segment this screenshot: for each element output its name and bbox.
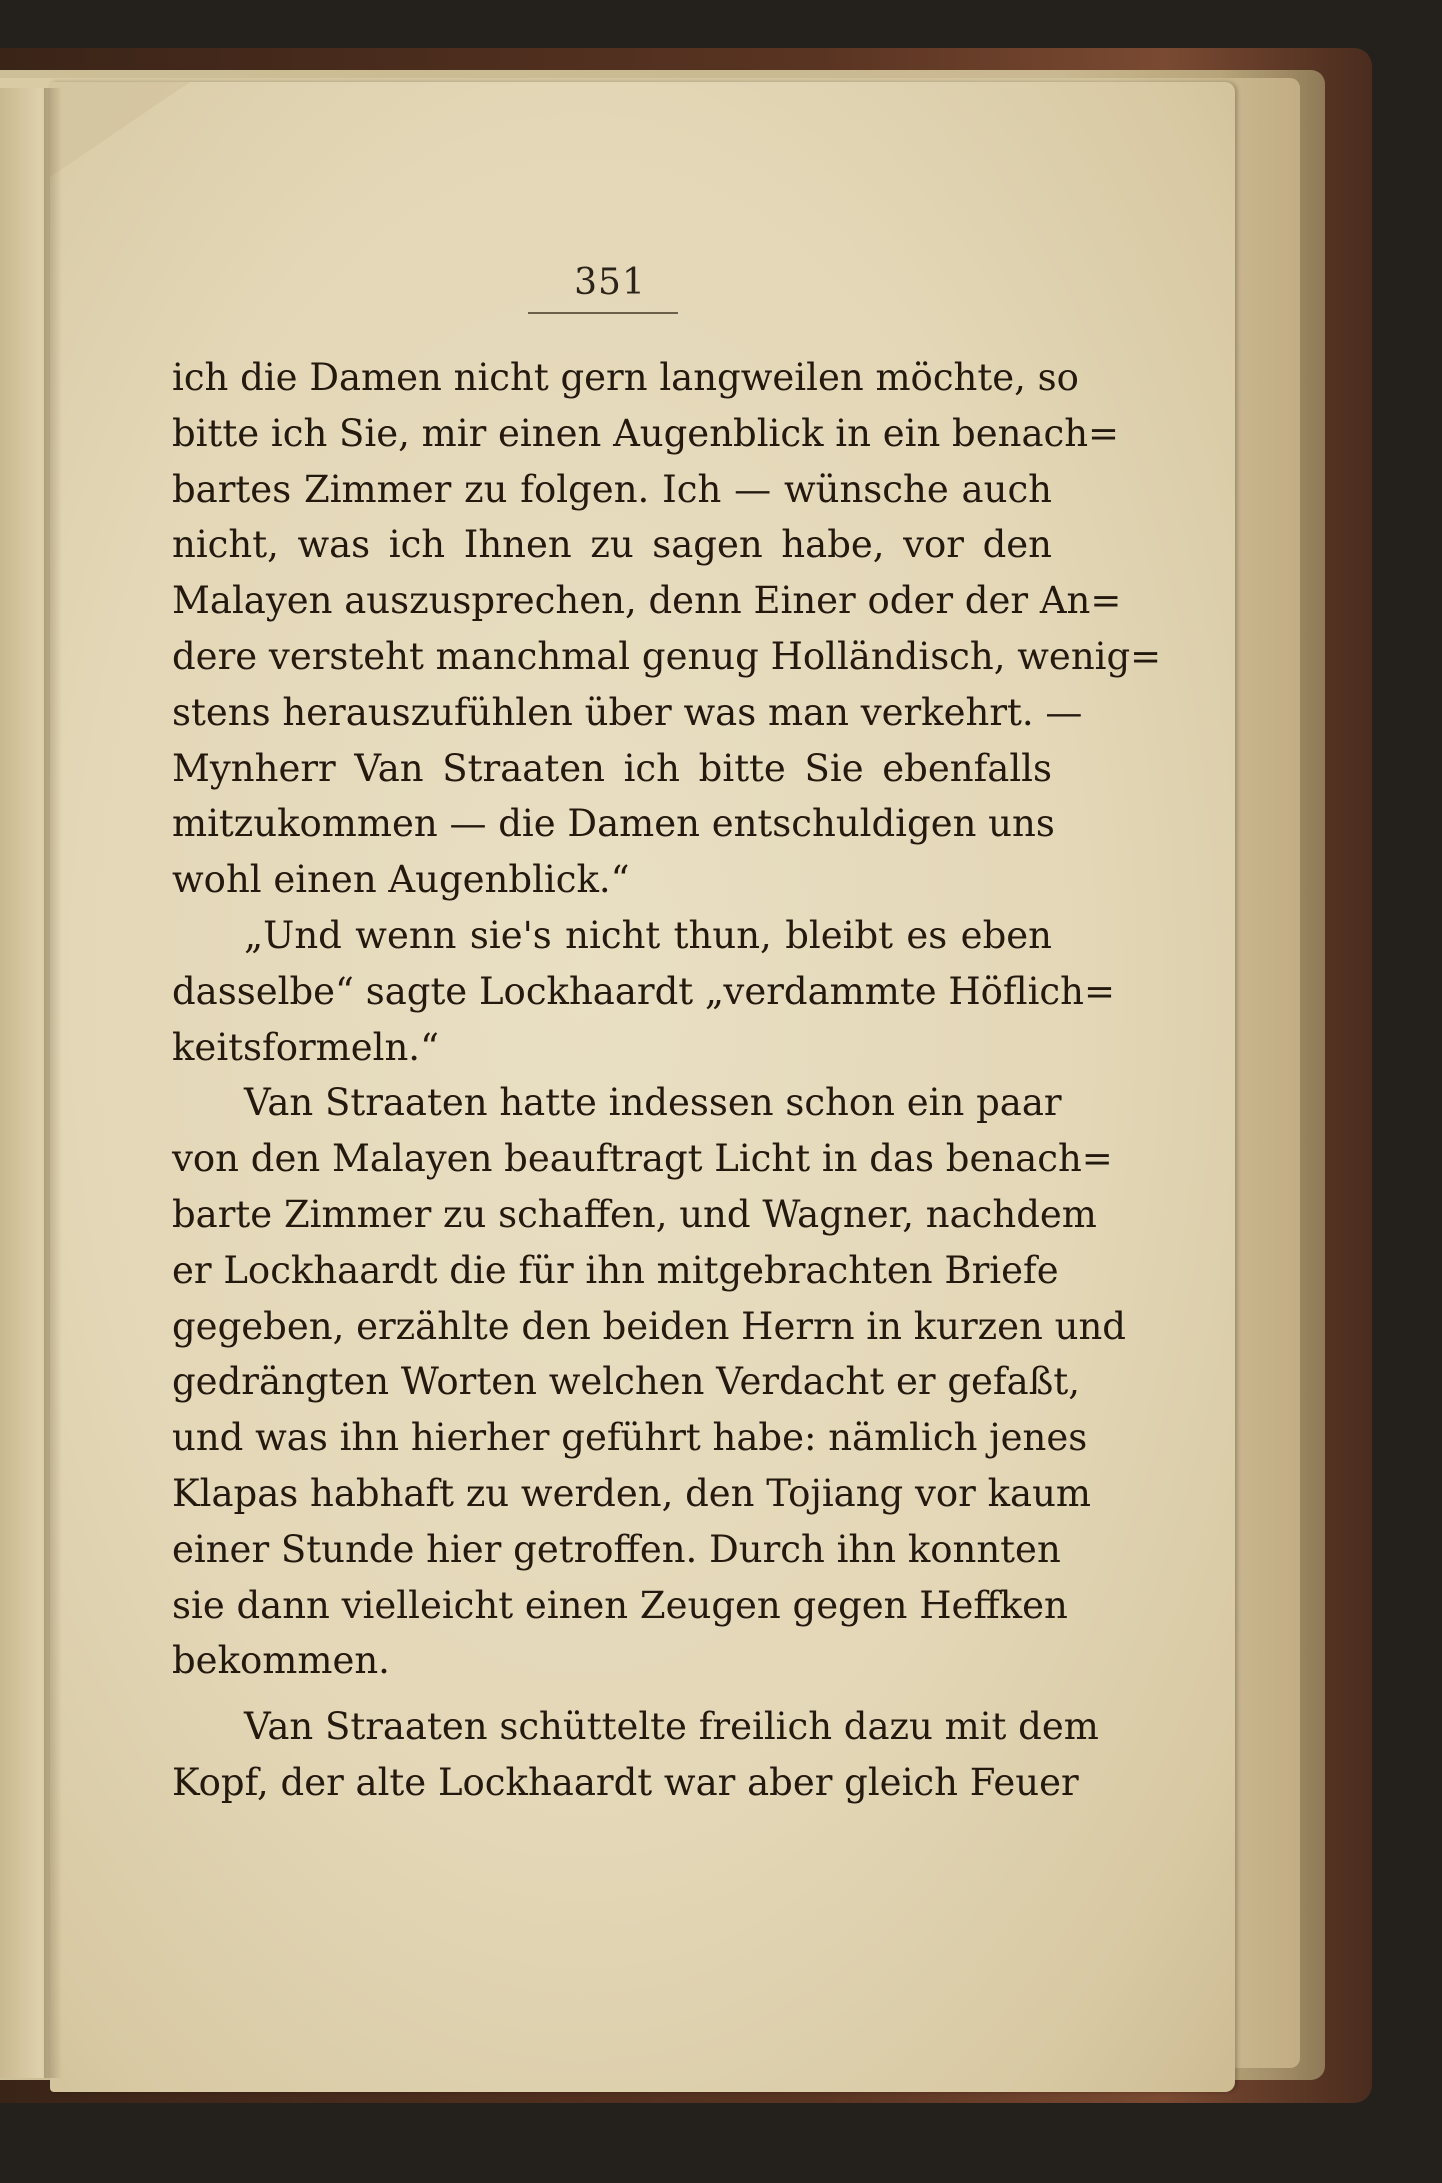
page-number-rule	[528, 312, 678, 314]
text-line: gegeben, erzählte den beiden Herrn in kurzen und	[172, 1304, 1126, 1348]
text-line: gedrängten Worten welchen Verdacht er gefaßt,	[172, 1360, 1081, 1404]
text-line: einer Stunde hier getroffen. Durch ihn konnten	[172, 1527, 1061, 1571]
text-line: keitsformeln.“	[172, 1025, 439, 1069]
page-gutter	[44, 88, 62, 2078]
text-line: Van Straaten hatte indessen schon ein paar	[244, 1081, 1062, 1125]
text-line: „Und wenn sie's nicht thun, bleibt es eben	[244, 913, 1052, 957]
text-line: bekommen.	[172, 1639, 390, 1683]
text-line: Kopf, der alte Lockhaardt war aber gleich Feuer	[172, 1760, 1079, 1804]
text-line: mitzukommen — die Damen entschuldigen uns	[172, 802, 1055, 846]
text-line: von den Malayen beauftragt Licht in das benach=	[172, 1137, 1113, 1181]
body-text	[172, 350, 1162, 1811]
text-line: nicht, was ich Ihnen zu sagen habe, vor den	[172, 523, 1052, 567]
text-line: bartes Zimmer zu folgen. Ich — wünsche auch	[172, 467, 1052, 511]
text-line: Klapas habhaft zu werden, den Tojiang vor kaum	[172, 1471, 1092, 1515]
text-line: er Lockhaardt die für ihn mitgebrachten Briefe	[172, 1248, 1059, 1292]
text-line: wohl einen Augenblick.“	[172, 858, 630, 902]
text-line: stens herauszufühlen über was man verkehrt. —	[172, 690, 1083, 734]
text-line: ich die Damen nicht gern langweilen möchte, so	[172, 356, 1079, 399]
text-line: dere versteht manchmal genug Holländisch, wenig=	[172, 634, 1162, 678]
text-line: Mynherr Van Straaten ich bitte Sie ebenfalls	[172, 746, 1052, 790]
page-number: 351	[574, 262, 646, 303]
text-line: sie dann vielleicht einen Zeugen gegen Heffken	[172, 1583, 1068, 1627]
text-line: barte Zimmer zu schaffen, und Wagner, nachdem	[172, 1192, 1097, 1236]
text-line: Van Straaten schüttelte freilich dazu mit dem	[244, 1705, 1099, 1749]
text-line: dasselbe“ sagte Lockhaardt „verdammte Höflich=	[172, 969, 1115, 1013]
text-line: Malayen auszusprechen, denn Einer oder der An=	[172, 579, 1122, 623]
text-line: bitte ich Sie, mir einen Augenblick in ein benach=	[172, 411, 1120, 455]
page-corner-fold	[50, 82, 190, 177]
text-line: und was ihn hierher geführt habe: nämlich jenes	[172, 1416, 1088, 1460]
